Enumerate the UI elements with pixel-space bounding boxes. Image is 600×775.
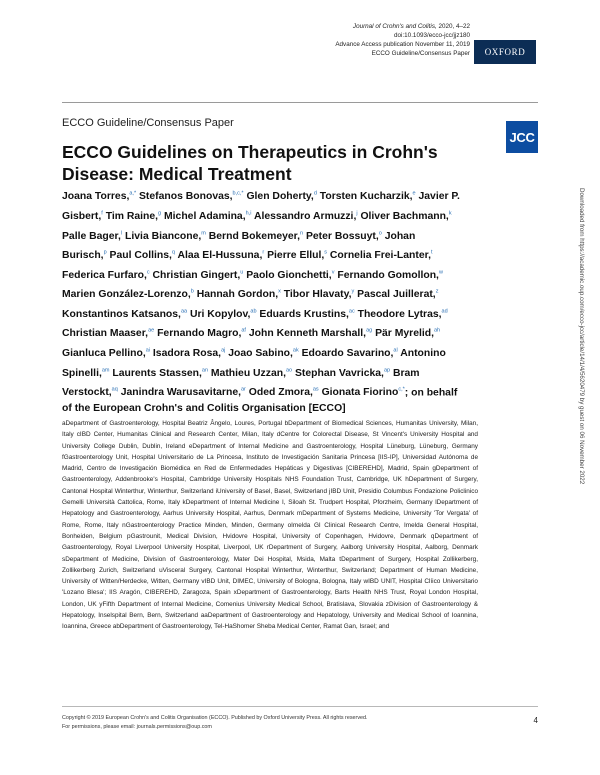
author-affiliation-sup[interactable]: n bbox=[300, 230, 304, 237]
author-name: Eduards Krustins, bbox=[259, 308, 349, 320]
author bbox=[62, 231, 122, 242]
author bbox=[62, 348, 150, 359]
author-affiliation-sup[interactable]: c bbox=[146, 269, 150, 276]
author bbox=[320, 191, 416, 202]
article-title: ECCO Guidelines on Therapeutics in Crohn's Disease: Medical Treatment bbox=[62, 142, 438, 184]
author bbox=[197, 289, 281, 300]
author bbox=[249, 387, 319, 398]
authors-container bbox=[62, 191, 460, 398]
author bbox=[62, 289, 194, 300]
author bbox=[330, 250, 433, 261]
author bbox=[62, 270, 150, 281]
author bbox=[246, 191, 316, 202]
author-name: Paolo Gionchetti, bbox=[246, 269, 332, 281]
author-affiliation-sup[interactable]: ap bbox=[383, 367, 391, 374]
author-name: Joao Sabino, bbox=[228, 347, 293, 359]
author-affiliation-sup[interactable]: an bbox=[201, 367, 209, 374]
author-affiliation-sup[interactable]: ai bbox=[145, 347, 151, 354]
author bbox=[295, 368, 390, 379]
author-name: Antonino Spinelli, bbox=[62, 347, 446, 379]
author bbox=[153, 270, 244, 281]
author bbox=[112, 368, 208, 379]
author-name: Alessandro Armuzzi, bbox=[253, 211, 357, 223]
author-name: Oliver Bachmann, bbox=[360, 211, 449, 223]
author-affiliation-sup[interactable]: ae bbox=[148, 327, 155, 334]
author-name: Janindra Warusavitarne, bbox=[120, 387, 241, 399]
author-affiliation-sup[interactable]: k bbox=[448, 210, 452, 217]
article-category: ECCO Guideline/Consensus Paper bbox=[62, 117, 234, 129]
copyright-text: Copyright © 2019 European Crohn's and Colitis Organisation (ECCO). Published by Oxford University Press. All rights reserved. bbox=[62, 715, 368, 721]
author-affiliation-sup[interactable]: p bbox=[103, 249, 107, 256]
author bbox=[190, 309, 257, 320]
journal-doi[interactable]: doi:10.1093/ecco-jcc/jjz180 bbox=[394, 32, 470, 39]
author-affiliation-sup[interactable]: w bbox=[438, 269, 443, 276]
author-affiliation-sup[interactable]: u bbox=[240, 269, 244, 276]
author-affiliation-sup[interactable]: t bbox=[430, 249, 433, 256]
author-name: Javier P. Gisbert, bbox=[62, 191, 460, 223]
author-name: Edoardo Savarino, bbox=[301, 347, 394, 359]
author-affiliation-sup[interactable]: al bbox=[393, 347, 398, 354]
journal-access: Advance Access publication November 11, 2019 bbox=[335, 41, 470, 48]
author bbox=[284, 289, 355, 300]
author-affiliation-sup[interactable]: q bbox=[171, 249, 175, 256]
author-name: Theodore Lytras, bbox=[357, 308, 442, 320]
author bbox=[62, 309, 187, 320]
author-name: Christian Maaser, bbox=[62, 328, 149, 340]
author bbox=[164, 211, 251, 222]
author-affiliation-sup[interactable]: b,c,* bbox=[232, 191, 244, 197]
author-affiliation-sup[interactable]: e bbox=[412, 191, 416, 197]
author-affiliation-sup[interactable]: l bbox=[120, 230, 123, 237]
author-name: Gianluca Pellino, bbox=[62, 347, 146, 359]
author-name: Marien González-Lorenzo, bbox=[62, 289, 191, 301]
author-affiliation-sup[interactable]: ab bbox=[250, 308, 257, 315]
journal-name: Journal of Crohn's and Colitis, bbox=[352, 23, 437, 30]
author-name: Bram Verstockt, bbox=[62, 367, 420, 399]
author bbox=[211, 368, 292, 379]
author-name: Fernando Magro, bbox=[157, 328, 242, 340]
author-affiliation-sup[interactable]: j bbox=[356, 210, 358, 217]
author-name: Hannah Gordon, bbox=[196, 289, 279, 301]
author bbox=[110, 250, 175, 261]
author-affiliation-sup[interactable]: ar bbox=[241, 386, 246, 393]
author bbox=[259, 309, 354, 320]
author-name: John Kenneth Marshall, bbox=[248, 328, 367, 340]
author-name: Laurents Stassen, bbox=[112, 367, 202, 379]
author-name: Konstantinos Katsanos, bbox=[62, 308, 181, 320]
author-name: Fernando Gomollon, bbox=[337, 269, 439, 281]
author bbox=[62, 328, 154, 339]
header-divider bbox=[62, 102, 538, 103]
jcc-logo: JCC bbox=[506, 121, 538, 153]
author-name: Johan Burisch, bbox=[62, 230, 416, 262]
author-name: Tibor Hlavaty, bbox=[283, 289, 352, 301]
author bbox=[62, 191, 136, 202]
author-affiliation-sup[interactable]: ad bbox=[441, 308, 448, 315]
author-affiliation-sup[interactable]: h,i bbox=[245, 210, 252, 217]
author bbox=[125, 231, 206, 242]
author-affiliation-sup[interactable]: ac bbox=[348, 308, 355, 315]
author bbox=[246, 270, 334, 281]
author bbox=[153, 348, 225, 359]
authors-suffix: ; on behalf of the European Crohn's and Colitis Organisation [ECCO] bbox=[62, 387, 458, 415]
author-affiliation-sup[interactable]: ak bbox=[292, 347, 299, 354]
author bbox=[139, 191, 244, 202]
author bbox=[357, 289, 438, 300]
author-name: Federica Furfaro, bbox=[62, 269, 147, 281]
author bbox=[228, 348, 298, 359]
author-name: Gionata Fiorino bbox=[321, 387, 399, 399]
author-name: Mathieu Uzzan, bbox=[210, 367, 286, 379]
journal-meta bbox=[335, 22, 470, 58]
author bbox=[106, 211, 161, 222]
author-affiliation-sup[interactable]: o bbox=[378, 230, 382, 237]
author bbox=[249, 328, 372, 339]
author-name: Pär Myrelid, bbox=[375, 328, 434, 340]
affiliations: aDepartment of Gastroenterology, Hospital Beatriz Ângelo, Loures, Portugal bDepartment of Biomedical Sciences, Humanitas University, Milan, Italy cIBD Center, Humanitas Clinical and Research Center, Milan, Italy dCentre for Colorectal Disease, St Vincent's University Hospital and University College Dublin, Dublin, Ireland eDepartment of Internal Medicine and Gastroenterology, Hospital Lüneburg, Lüneburg, Germany fGastroenterology Unit, Hospital Universitario de La Princesa, Instituto de Investigación Sanitaria Princesa [IIS-IP], Universidad Autónoma de Madrid, Centro de Investigación Biomédica en Red de Enfermedades Hepáticas y Digestivas [CIBEREHD], Madrid, Spain gDepartment of Gastroenterology, Addenbrooke's Hospital, Cambridge University Hospitals NHS Foundation Trust, Cambridge, UK hDepartment of Surgery, Cantonal Hospital Winterthur, Winterthur, Switzerland iUniversity of Basel, Basel, Switzerland jIBD Unit, Presidio Columbus Fondazione Policlinico Gemelli Università Cattolica, Rome, Italy kDepartment of Internal Medicine I, Siloah St. Trudpert Hospital, Pforzheim, Germany lDepartment of Hepatology and Gastroenterology, Aarhus University Hospital, Aarhus, Denmark mDepartment of Systems Medicine, University 'Tor Vergata' of Rome, Rome, Italy nGastroenterology Practice Minden, Minden, Germany oImelda GI Clinical Research Centre, Imelda General Hospital, Bonheiden, Belgium pGastrounit, Medical Division, Hvidovre Hospital, University of Copenhagen, Hvidovre, Denmark qDepartment of Gastroenterology, Royal Liverpool University Hospital, Liverpool, UK rDepartment of Surgery, Aalborg University Hospital, Aalborg, Denmark sDepartment of Medicine, Division of Gastroenterology, Mater Dei Hospital, Msida, Malta tDepartment of Surgery, Hospital Zollikerberg, Zollikerberg Zurich, Switzerland uVisceral Surgery, Cantonal Hospital Winterthur, Winterthur, Switzerland; Department of Human Medicine, University of Witten/Herdecke, Witten, Germany vIBD Unit, DIMEC, University of Bologna, Bologna, Italy wIBD UNIT, Hospital Clíico Universitario 'Lozano Blesa'; IIS Aragón, CIBEREHD, Zaragoza, Spain xDepartment of Gastroenterology, Barts Health NHS Trust, Royal London Hospital, London, UK yFifth Department of Internal Medicine, Comenius University Medical School, Bratislava, Slovakia zDivision of Gastroenterology & Hepatology, Inselspital Bern, Bern, Switzerland aaDepartment of Gastroenterology and Hepatology, University and Medical School of Ioannina, Ioannina, Greece abDepartment of Gastroenterology, Tel-HaShomer Sheba Medical Center, Ramat Gan, Israel; and bbox=[62, 420, 478, 631]
author-name: Peter Bossuyt, bbox=[305, 230, 379, 242]
footer bbox=[62, 714, 462, 731]
author-affiliation-sup[interactable]: ah bbox=[433, 327, 441, 334]
author-name: Livia Biancone, bbox=[125, 230, 202, 242]
author-affiliation-sup[interactable]: s bbox=[324, 249, 328, 256]
author-name: Michel Adamina, bbox=[164, 211, 246, 223]
author-name: Oded Zmora, bbox=[248, 387, 313, 399]
page-number: 4 bbox=[533, 716, 538, 725]
author-affiliation-sup[interactable]: af bbox=[241, 327, 246, 334]
permissions-text[interactable]: For permissions, please email: journals.permissions@oup.com bbox=[62, 723, 212, 730]
author-name: Bernd Bokemeyer, bbox=[208, 230, 301, 242]
author bbox=[306, 231, 382, 242]
author-affiliation-sup[interactable]: as bbox=[312, 386, 319, 393]
author-affiliation-sup[interactable]: f bbox=[101, 210, 103, 217]
author-name: Joana Torres, bbox=[62, 191, 130, 203]
author-affiliation-sup[interactable]: x bbox=[278, 288, 281, 295]
author-name: Pierre Ellul, bbox=[267, 250, 325, 262]
journal-name-line bbox=[335, 22, 470, 31]
author bbox=[358, 309, 448, 320]
download-note-text[interactable]: Downloaded from https://academic.oup.com/ecco-jcc/article/14/1/4/5620479 by guest on 06 November 2022 bbox=[578, 188, 585, 485]
author-affiliation-sup[interactable]: c,* bbox=[398, 386, 405, 393]
author-name: Uri Kopylov, bbox=[189, 308, 251, 320]
author-name: Tim Raine, bbox=[105, 211, 159, 223]
author-name: Stefanos Bonovas, bbox=[139, 191, 233, 203]
author-name: Alaa El-Hussuna, bbox=[177, 250, 263, 262]
author-affiliation-sup[interactable]: a,* bbox=[129, 191, 137, 197]
author bbox=[375, 328, 440, 339]
author-name: Pascal Juillerat, bbox=[357, 289, 436, 301]
author bbox=[209, 231, 303, 242]
author-name: Stephan Vavricka, bbox=[294, 367, 384, 379]
author-affiliation-sup[interactable]: v bbox=[331, 269, 335, 276]
author-name: Glen Doherty, bbox=[246, 191, 314, 203]
author-affiliation-sup[interactable]: aq bbox=[111, 386, 118, 393]
author bbox=[157, 328, 246, 339]
author-name: Torsten Kucharzik, bbox=[319, 191, 413, 203]
author bbox=[121, 387, 246, 398]
author-affiliation-sup[interactable]: r bbox=[262, 249, 265, 256]
author-name: Paul Collins, bbox=[109, 250, 172, 262]
oxford-logo: OXFORD bbox=[474, 40, 536, 64]
author bbox=[337, 270, 443, 281]
author-affiliation-sup[interactable]: ao bbox=[285, 367, 293, 374]
author-affiliation-sup[interactable]: ag bbox=[366, 327, 373, 334]
author-affiliation-sup[interactable]: am bbox=[101, 367, 110, 374]
author-name: Christian Gingert, bbox=[152, 269, 241, 281]
footer-divider bbox=[62, 706, 538, 707]
author-affiliation-sup[interactable]: g bbox=[158, 210, 162, 217]
author-name: Cornelia Frei-Lanter, bbox=[329, 250, 431, 262]
author-affiliation-sup[interactable]: y bbox=[351, 288, 355, 295]
author bbox=[322, 387, 405, 398]
author-name: Isadora Rosa, bbox=[152, 347, 222, 359]
author-affiliation-sup[interactable]: d bbox=[313, 191, 317, 197]
author bbox=[177, 250, 264, 261]
author-affiliation-sup[interactable]: m bbox=[201, 230, 206, 237]
author-affiliation-sup[interactable]: aa bbox=[180, 308, 188, 315]
author-affiliation-sup[interactable]: b bbox=[190, 288, 194, 295]
author bbox=[254, 211, 358, 222]
author-affiliation-sup[interactable]: z bbox=[435, 288, 439, 295]
author bbox=[360, 211, 451, 222]
journal-type: ECCO Guideline/Consensus Paper bbox=[371, 50, 470, 57]
author-name: Palle Bager, bbox=[62, 230, 121, 242]
author-list bbox=[62, 186, 462, 417]
journal-year-pages: 2020, 4–22 bbox=[436, 23, 470, 30]
author bbox=[267, 250, 327, 261]
author-affiliation-sup[interactable]: aj bbox=[221, 347, 226, 354]
author bbox=[302, 348, 398, 359]
